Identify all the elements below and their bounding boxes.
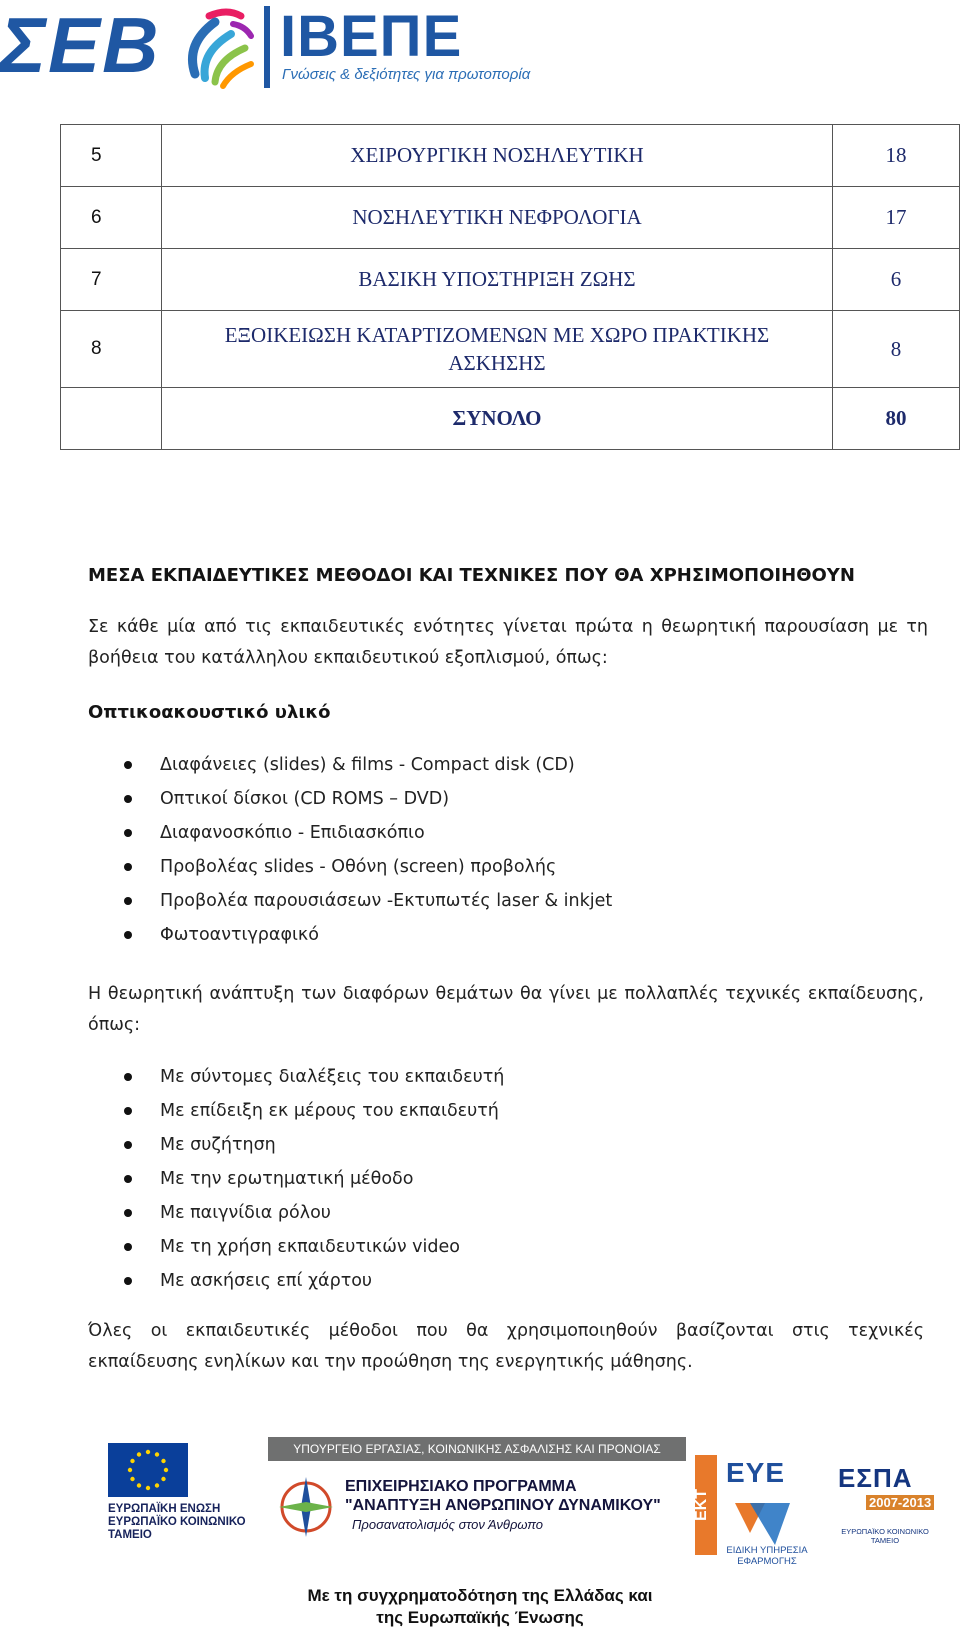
list-item: Διαφάνειες (slides) & films - Compact disk (CD) <box>160 748 860 782</box>
list-item: Με παιγνίδια ρόλου <box>160 1196 860 1230</box>
list-item: Διαφανοσκόπιο - Επιδιασκόπιο <box>160 816 860 850</box>
list-item: Με σύντομες διαλέξεις του εκπαιδευτή <box>160 1060 860 1094</box>
funding-statement <box>200 1585 760 1629</box>
table-row <box>61 187 960 249</box>
total-label: ΣΥΝΟΛΟ <box>162 388 833 450</box>
eu-label: ΕΥΡΩΠΑΪΚΗ ΕΝΩΣΗ ΕΥΡΩΠΑΪΚΟ ΚΟΙΝΩΝΙΚΟ ΤΑΜΕΙΟ <box>108 1503 246 1541</box>
espa-years: 2007-2013 <box>866 1495 934 1510</box>
list-item: Με ασκήσεις επί χάρτου <box>160 1264 860 1298</box>
list-item: Οπτικοί δίσκοι (CD ROMS – DVD) <box>160 782 860 816</box>
op-title <box>345 1477 695 1515</box>
row-number: 7 <box>61 249 162 311</box>
list-item: Προβολέας slides - Οθόνη (screen) προβολής <box>160 850 860 884</box>
espa-subtitle: ΕΥΡΩΠΑΪΚΟ ΚΟΙΝΩΝΙΚΟ ΤΑΜΕΙΟ <box>841 1527 929 1545</box>
row-title: ΧΕΙΡΟΥΡΓΙΚΗ ΝΟΣΗΛΕΥΤΙΚΗ <box>162 125 833 187</box>
row-number: 6 <box>61 187 162 249</box>
row-title: ΝΟΣΗΛΕΥΤΙΚΗ ΝΕΦΡΟΛΟΓΙΑ <box>162 187 833 249</box>
espa-title: ΕΣΠΑ <box>838 1463 913 1493</box>
op-title-line2: "ΑΝΑΠΤΥΞΗ ΑΝΘΡΩΠΙΝΟΥ ΔΥΝΑΜΙΚΟΥ" <box>345 1497 661 1514</box>
equipment-list <box>160 748 860 952</box>
compass-icon <box>275 1467 337 1547</box>
op-title-line1: ΕΠΙΧΕΙΡΗΣΙΑΚΟ ΠΡΟΓΡΑΜΜΑ <box>345 1478 577 1495</box>
ministry-banner: ΥΠΟΥΡΓΕΙΟ ΕΡΓΑΣΙΑΣ, ΚΟΙΝΩΝΙΚΗΣ ΑΣΦΑΛΙΣΗΣ ΚΑΙ ΠΡΟΝΟΙΑΣ <box>268 1437 686 1461</box>
closing-paragraph: Όλες οι εκπαιδευτικές μέθοδοι που θα χρησιμοποιηθούν βασίζονται στις τεχνικές εκπαίδευσης ενηλίκων και την προώθηση της ενεργητικής μάθησης. <box>88 1321 924 1372</box>
row-hours: 6 <box>833 249 960 311</box>
sev-swirl-icon <box>175 4 257 88</box>
eye-subtitle: ΕΙΔΙΚΗ ΥΠΗΡΕΣΙΑ ΕΦΑΡΜΟΓΗΣ <box>726 1545 808 1567</box>
funding-line2: της Ευρωπαϊκής Ένωσης <box>376 1608 584 1627</box>
intro-paragraph: Σε κάθε μία από τις εκπαιδευτικές ενότητες γίνεται πρώτα η θεωρητική παρουσίαση με τη βοήθεια του κατάλληλου εκπαιδευτικού εξοπλισμού, όπως: <box>88 617 928 668</box>
ivepe-logo: ΙΒΕΠΕ <box>280 4 463 69</box>
total-value: 80 <box>833 388 960 450</box>
subheading: Οπτικοακουστικό υλικό <box>88 702 331 723</box>
section-heading: ΜΕΣΑ ΕΚΠΑΙΔΕΥΤΙΚΕΣ ΜΕΘΟΔΟΙ ΚΑΙ ΤΕΧΝΙΚΕΣ ΠΟΥ ΘΑ ΧΡΗΣΙΜΟΠΟΙΗΘΟΥΝ <box>88 565 855 586</box>
sev-logo: ΣΕΒ <box>0 1 161 89</box>
table-row <box>61 249 960 311</box>
total-empty-cell <box>61 388 162 450</box>
list-item: Με επίδειξη εκ μέρους του εκπαιδευτή <box>160 1094 860 1128</box>
list-item: Φωτοαντιγραφικό <box>160 918 860 952</box>
modules-table <box>60 124 960 450</box>
row-title-line2: ΑΣΚΗΣΗΣ <box>448 351 546 375</box>
row-hours: 17 <box>833 187 960 249</box>
ekt-label: ΕΚΤ <box>693 1489 710 1521</box>
ivepe-divider <box>264 6 270 88</box>
ivepe-tagline: Γνώσεις & δεξιότητες για πρωτοπορία <box>282 66 531 83</box>
table-total-row <box>61 388 960 450</box>
row-hours: 18 <box>833 125 960 187</box>
page-footer <box>0 1425 960 1635</box>
page-header <box>0 0 960 100</box>
row-title <box>162 311 833 388</box>
row-title-line1: ΕΞΟΙΚΕΙΩΣΗ ΚΑΤΑΡΤΙΖΟΜΕΝΩΝ ΜΕ ΧΩΡΟ ΠΡΑΚΤΙΚΗΣ <box>224 323 770 347</box>
list-item: Προβολέα παρουσιάσεων -Εκτυπωτές laser & inkjet <box>160 884 860 918</box>
row-hours: 8 <box>833 311 960 388</box>
funding-line1: Με τη συγχρηματοδότηση της Ελλάδας και <box>307 1586 653 1605</box>
list-item: Με τη χρήση εκπαιδευτικών video <box>160 1230 860 1264</box>
table-row <box>61 125 960 187</box>
eye-title: ΕΥΕ <box>726 1457 786 1488</box>
table-row <box>61 311 960 388</box>
op-slogan: Προσανατολισμός στον Άνθρωπο <box>352 1517 543 1532</box>
row-title: ΒΑΣΙΚΗ ΥΠΟΣΤΗΡΙΞΗ ΖΩΗΣ <box>162 249 833 311</box>
list-item: Με την ερωτηματική μέθοδο <box>160 1162 860 1196</box>
row-number: 8 <box>61 311 162 388</box>
list-item: Με συζήτηση <box>160 1128 860 1162</box>
methods-list <box>160 1060 860 1298</box>
row-number: 5 <box>61 125 162 187</box>
eu-flag-icon <box>108 1443 188 1497</box>
theory-paragraph: Η θεωρητική ανάπτυξη των διαφόρων θεμάτων θα γίνει με πολλαπλές τεχνικές εκπαίδευσης, όπως: <box>88 984 924 1035</box>
